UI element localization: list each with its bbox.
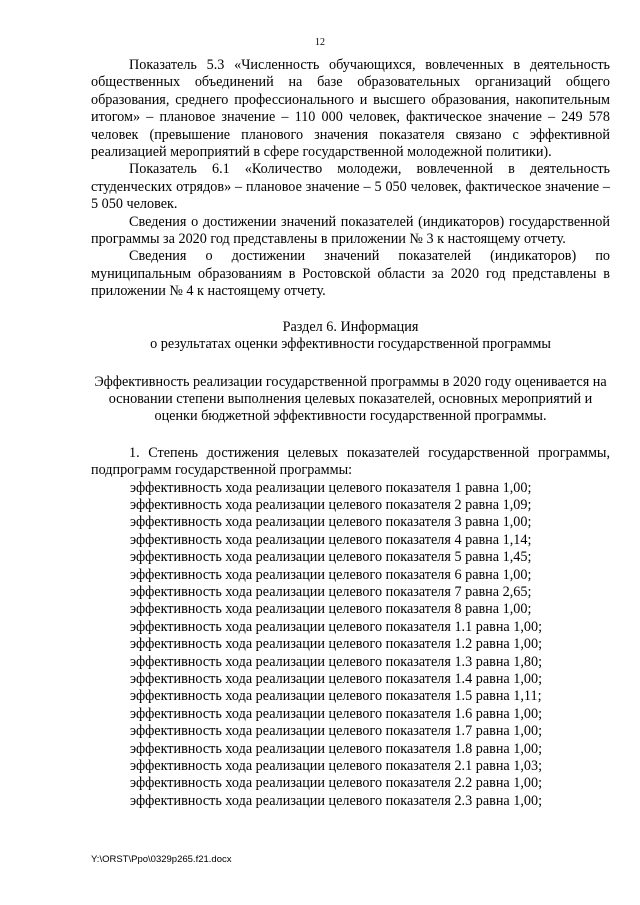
intro-paragraph: Эффективность реализации государственной программы в 2020 году оценивается на основании степени выполнения целевых показателей, основных мероприятий и оценки бюджетной эффективности государственной программы. (94, 373, 607, 425)
document-body (91, 57, 610, 810)
list-item: эффективность хода реализации целевого показателя 1.5 равна 1,11; (130, 688, 542, 705)
list-item: эффективность хода реализации целевого показателя 7 равна 2,65; (130, 583, 532, 600)
list-item: эффективность хода реализации целевого показателя 1.4 равна 1,00; (130, 671, 543, 687)
list-item: эффективность хода реализации целевого показателя 8 равна 1,00; (130, 601, 532, 618)
page-number: 12 (315, 37, 325, 48)
list-item: эффективность хода реализации целевого показателя 1.3 равна 1,80; (130, 653, 543, 670)
paragraph-appendix-3: Сведения о достижении значений показателей (индикаторов) государственной программы за 2020 год представлены в приложении № 3 к настоящему отчету. (91, 213, 610, 248)
list-item: эффективность хода реализации целевого показателя 2.2 равна 1,00; (130, 775, 543, 792)
section-subtitle: о результатах оценки эффективности государственной программы (150, 336, 551, 353)
list-item: эффективность хода реализации целевого показателя 3 равна 1,00; (130, 514, 532, 531)
paragraph-indicator-5-3: Показатель 5.3 «Численность обучающихся, вовлеченных в деятельность общественных объединений на базе образовательных организаций общего образования, среднего профессионального и высшего образования, накопительным итогом» – плановое значение – 110 000 человек, фактическое значение – 249 578 человек (превышение планового значения показателя связано с эффективной реализацией мероприятий в сфере государственной молодежной политики). (91, 57, 610, 161)
point-1: 1. Степень достижения целевых показателей государственной программы, подпрограмм государственной программы: (91, 444, 610, 479)
list-item: эффективность хода реализации целевого показателя 2.1 равна 1,03; (130, 758, 543, 775)
section-title: Раздел 6. Информация (282, 318, 419, 335)
list-item: эффективность хода реализации целевого показателя 1 равна 1,00; (130, 479, 532, 496)
list-item: эффективность хода реализации целевого показателя 1.6 равна 1,00; (130, 705, 543, 722)
list-item: эффективность хода реализации целевого показателя 6 равна 1,00; (130, 566, 532, 583)
list-item: эффективность хода реализации целевого показателя 1.7 равна 1,00; (130, 723, 543, 740)
list-item: эффективность хода реализации целевого показателя 1.1 равна 1,00; (130, 618, 543, 635)
paragraph-appendix-4: Сведения о достижении значений показателей (индикаторов) по муниципальным образованиям в Ростовской области за 2020 год представлены в приложении № 4 к настоящему отчету. (91, 248, 610, 300)
list-item: эффективность хода реализации целевого показателя 4 равна 1,14; (130, 531, 532, 548)
paragraph-indicator-6-1: Показатель 6.1 «Количество молодежи, вовлеченной в деятельность студенческих отрядов» – плановое значение – 5 050 человек, фактическое значение – 5 050 человек. (91, 161, 610, 213)
list-item: эффективность хода реализации целевого показателя 5 равна 1,45; (130, 549, 532, 566)
list-item: эффективность хода реализации целевого показателя 2.3 равна 1,00; (130, 792, 543, 809)
footer-file-path: Y:\ORST\Ppo\0329p265.f21.docx (91, 854, 232, 865)
indicator-list (91, 480, 610, 811)
list-item: эффективность хода реализации целевого показателя 1.8 равна 1,00; (130, 740, 543, 757)
list-item: эффективность хода реализации целевого показателя 1.2 равна 1,00; (130, 636, 543, 653)
list-item: эффективность хода реализации целевого показателя 2 равна 1,09; (130, 496, 532, 513)
